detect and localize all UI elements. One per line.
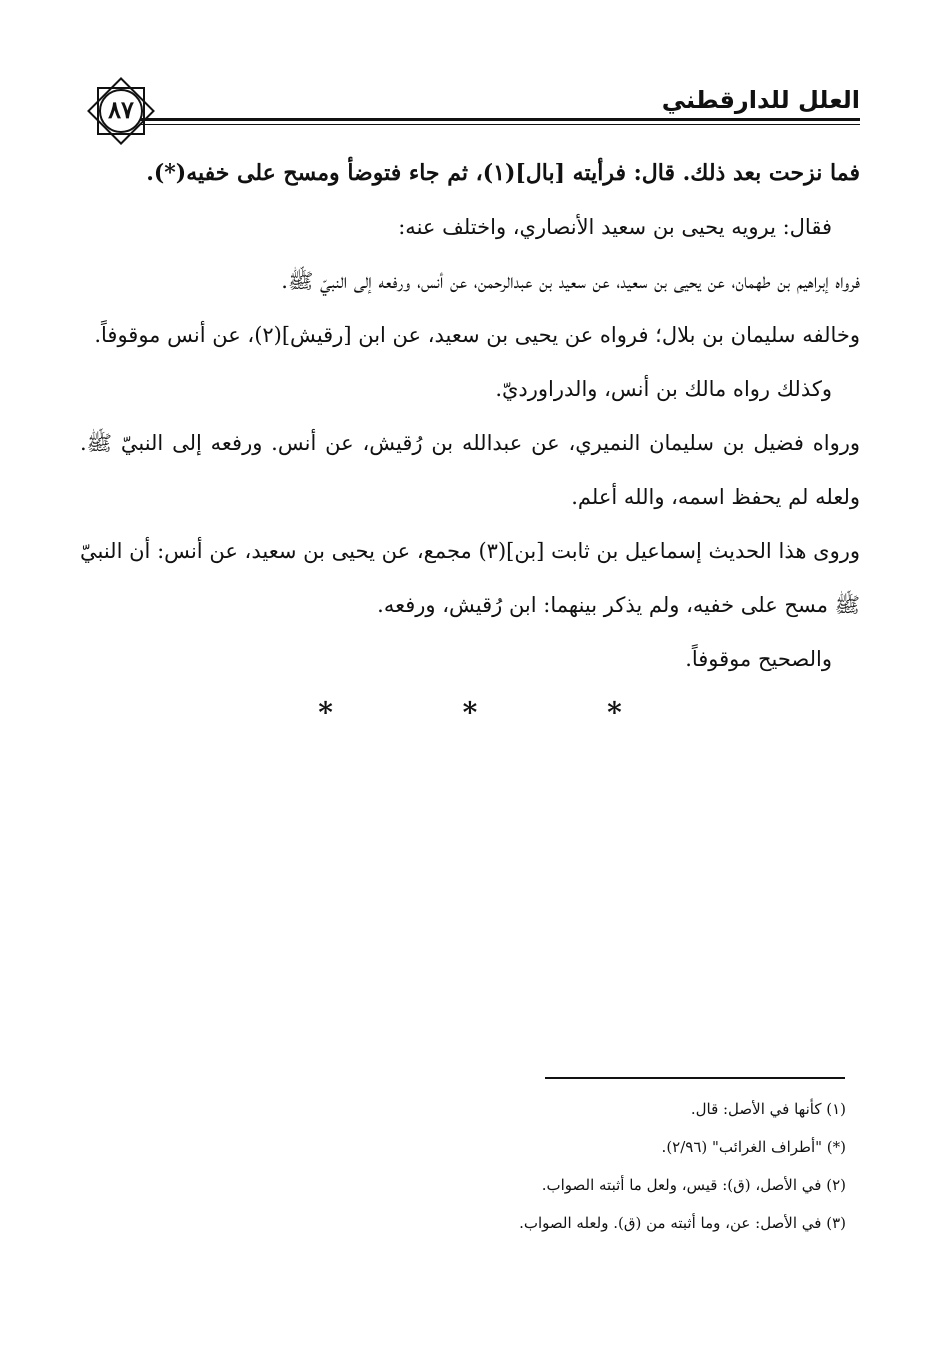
footnote-item: (٢) في الأصل، (ق): قيس، ولعل ما أثبته الصواب. — [541, 1176, 846, 1194]
footnote-item: (٣) في الأصل: عن، وما أثبته من (ق). ولعله الصواب. — [519, 1214, 846, 1232]
paragraph-hadith-ending: فما نزحت بعد ذلك. قال: فرأيته [بال](١)، ثم جاء فتوضأ ومسح على خفيه(*). — [146, 160, 860, 186]
footnotes — [80, 1090, 846, 1242]
paragraph-fudayl-narration: ورواه فضيل بن سليمان النميري، عن عبدالله بن رُقيش، عن أنس. ورفعه إلى النبيّ ﷺ. ولعله لم يحفظ اسمه، والله أعلم. — [80, 431, 860, 509]
header-rule-thin — [140, 124, 860, 125]
page-number-badge — [84, 74, 158, 148]
paragraph-sulayman-narration: وخالفه سليمان بن بلال؛ فرواه عن يحيى بن سعيد، عن ابن [رقيش](٢)، عن أنس موقوفاً. — [94, 323, 860, 347]
section-separator: * * * — [318, 696, 682, 729]
main-text — [80, 146, 860, 740]
paragraph-malik-narration: وكذلك رواه مالك بن أنس، والدراورديّ. — [495, 377, 832, 401]
paragraph-ibrahim-narration: فرواه إبراهيم بن طهمان، عن يحيى بن سعيد، عن سعيد بن عبدالرحمن، عن أنس، ورفعه إلى النبيّ ﷺ. — [281, 269, 860, 293]
footnote-item: (*) "أطراف الغرائب" (٢/٩٦). — [661, 1138, 846, 1156]
header-rule-thick — [140, 118, 860, 121]
footnote-rule — [545, 1077, 845, 1079]
footnote-item: (١) كأنها في الأصل: قال. — [690, 1100, 846, 1118]
running-header-title: العلل للدارقطني — [661, 86, 860, 114]
page-number: ٨٧ — [108, 95, 134, 124]
paragraph-conclusion: والصحيح موقوفاً. — [685, 647, 832, 671]
paragraph-commentary-intro: فقال: يرويه يحيى بن سعيد الأنصاري، واختلف عنه: — [398, 215, 832, 239]
paragraph-ismail-narration: وروى هذا الحديث إسماعيل بن ثابت [بن](٣) مجمع، عن يحيى بن سعيد، عن أنس: أن النبيّ ﷺ مسح على خفيه، ولم يذكر بينهما: ابن رُقيش، ورفعه. — [80, 539, 860, 617]
